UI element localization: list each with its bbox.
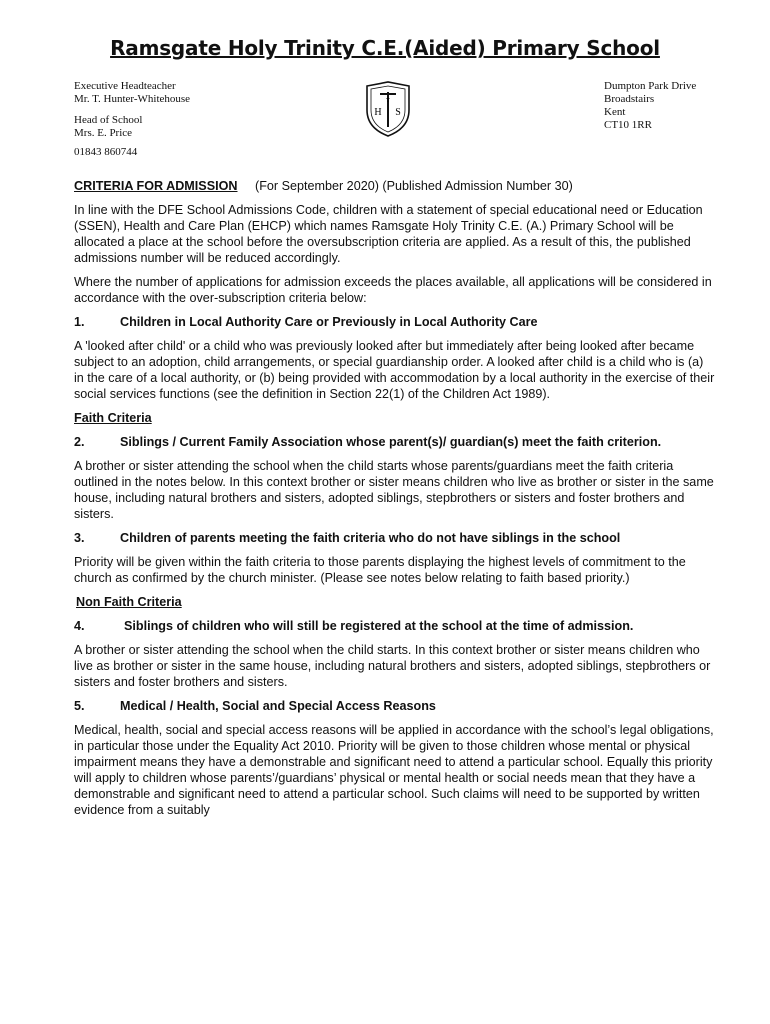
school-crest-icon (363, 80, 413, 138)
section-heading (74, 698, 716, 714)
phone-number: 01843 860744 (74, 146, 138, 158)
section-heading (74, 314, 716, 330)
criteria-title: CRITERIA FOR ADMISSION (74, 179, 238, 193)
section-title: Siblings / Current Family Association whose parent(s)/ guardian(s) meet the faith criterion. (120, 435, 662, 449)
address-line: Kent (604, 106, 626, 118)
section-paragraph: Medical, health, social and special access reasons will be applied in accordance with the school’s legal obligations, in particular those under the Equality Act 2010. Priority will be given to those children whose mental or physical impairment means they have a demonstrable and significant need to attend a particular school. Equally this priority will apply to children whose parents’/guardians’ physical or mental health or social needs mean that they have a demonstrable and significant need to attend a particular school. Such claims will need to be supported by written evidence from a suitably (74, 723, 714, 817)
address-block (604, 80, 696, 132)
address-line: Broadstairs (604, 93, 655, 105)
address-line: CT10 1RR (604, 119, 652, 131)
address-line: Dumpton Park Drive (604, 80, 697, 92)
section-paragraph: Priority will be given within the faith criteria to those parents displaying the highest levels of commitment to the church as confirmed by the church minister. (Please see notes below relating to faith based priority.) (74, 555, 686, 585)
intro-paragraph: Where the number of applications for admission exceeds the places available, all applications will be considered in accordance with the over-subscription criteria below: (74, 275, 712, 305)
crest-letter-h: H (374, 107, 382, 118)
intro-paragraph: In line with the DFE School Admissions Code, children with a statement of special educational need or Education (SSEN), Health and Care Plan (EHCP) which names Ramsgate Holy Trinity C.E. (A.) Primary School will be allocated a place at the school before the oversubscription criteria are applied. As a result of this, the published admissions number will be reduced accordingly. (74, 203, 703, 265)
head-role: Head of School (74, 114, 143, 126)
section-number: 3. (74, 531, 85, 545)
section-heading (74, 434, 716, 450)
section-title: Children of parents meeting the faith criteria who do not have siblings in the school (120, 531, 621, 545)
section-heading (74, 618, 716, 634)
section-title: Medical / Health, Social and Special Access Reasons (120, 699, 436, 713)
crest-letter-t: T (386, 98, 390, 104)
faith-criteria-heading: Faith Criteria (74, 411, 152, 425)
document-body (74, 178, 716, 826)
section-title: Siblings of children who will still be registered at the school at the time of admission. (124, 619, 634, 633)
page-title: Ramsgate Holy Trinity C.E.(Aided) Primary School (110, 36, 660, 60)
criteria-note: (For September 2020) (Published Admission Number 30) (255, 179, 573, 193)
exec-role: Executive Headteacher (74, 80, 176, 92)
criteria-heading (74, 178, 716, 194)
section-paragraph: A 'looked after child' or a child who was previously looked after but immediately after being looked after became subject to an adoption, child arrangements, or special guardianship order. A looked after child is a child who is (a) in the care of a local authority, or (b) being provided with accommodation by a local authority in the exercise of their social services functions (see the definition in Section 22(1) of the Children Act 1989). (74, 339, 715, 401)
section-paragraph: A brother or sister attending the school when the child starts. In this context brother or sister means children who live as brother or sister in the same house, including natural brothers and sisters, adopted siblings, stepbrothers or sisters and foster brothers and sisters. (74, 643, 711, 689)
section-heading (74, 530, 716, 546)
exec-name: Mr. T. Hunter-Whitehouse (74, 93, 191, 105)
non-faith-criteria-heading: Non Faith Criteria (76, 595, 182, 609)
crest-letter-s: S (395, 107, 401, 118)
section-number: 2. (74, 435, 85, 449)
staff-block (74, 80, 190, 140)
section-paragraph: A brother or sister attending the school when the child starts whose parents/guardians meet the faith criteria outlined in the notes below. In this context brother or sister means children who live as brother or sister in the same house, including natural brothers and sisters, adopted siblings, stepbrothers or sisters and foster brothers and sisters. (74, 459, 714, 521)
section-number: 5. (74, 699, 85, 713)
section-number: 1. (74, 315, 85, 329)
section-number: 4. (74, 619, 85, 633)
section-title: Children in Local Authority Care or Previously in Local Authority Care (120, 315, 538, 329)
head-name: Mrs. E. Price (74, 127, 133, 139)
